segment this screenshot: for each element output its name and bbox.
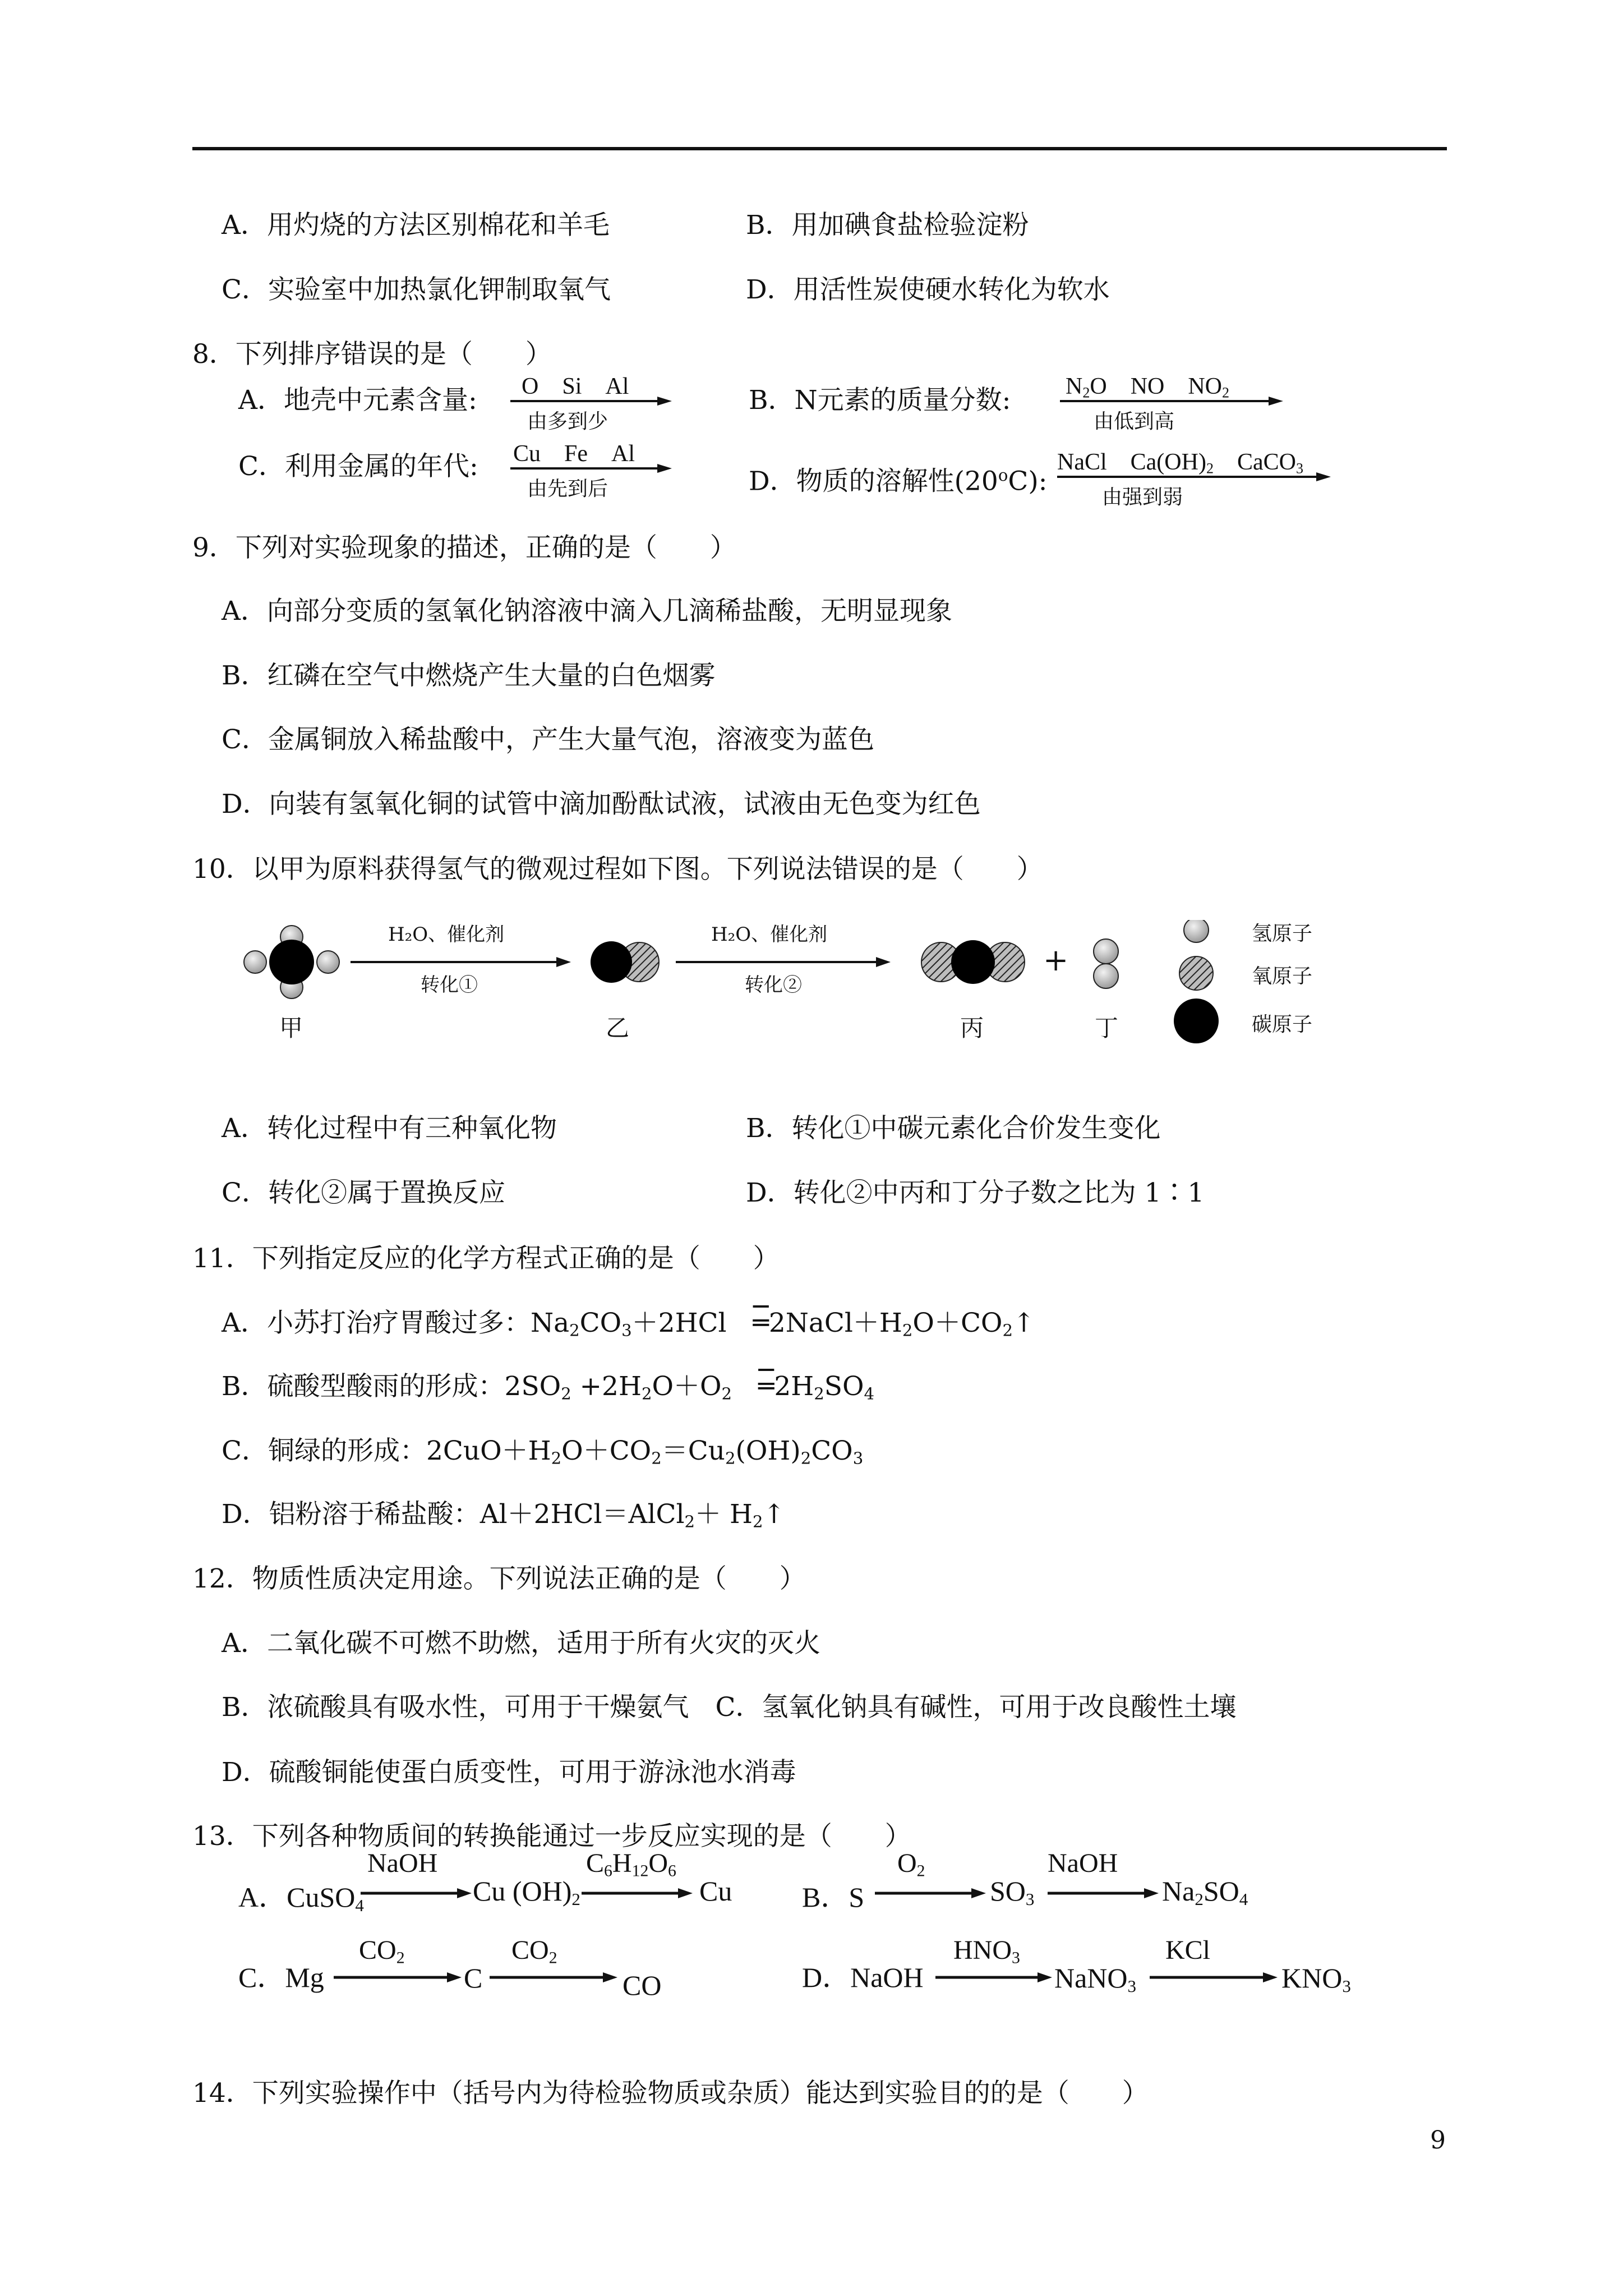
q13-b-end: $Na_2SO_4$ <box>1162 1875 1248 1909</box>
q13-d-reagent-2: KCl <box>1165 1935 1211 1965</box>
q13-option-b-chain <box>802 1848 1419 1935</box>
legend-carbon-symbol <box>1174 999 1219 1043</box>
label-ding: 丁 <box>1095 1014 1119 1042</box>
legend-symbols <box>1174 920 1219 1043</box>
q8-b-sequence-bottom: 由低到高 <box>1094 410 1175 433</box>
q13-b-middle: $SO_3$ <box>990 1875 1035 1909</box>
q8-c-sequence-bottom: 由先到后 <box>527 477 608 500</box>
q13-c-end: CO <box>623 1970 662 2001</box>
legend-oxygen-label: 氧原子 <box>1252 965 1313 988</box>
methane-molecule <box>244 926 339 999</box>
q9-stem: 9．下列对实验现象的描述，正确的是（ ） <box>192 532 736 563</box>
q8-a-sequence-bottom: 由多到少 <box>527 410 608 433</box>
q13-d-reagent-1: $HNO_3$ <box>953 1935 1020 1967</box>
q13-c-reagent-2: $CO_2$ <box>511 1935 557 1967</box>
q7-option-b: B．用加碘食盐检验淀粉 <box>746 210 1029 241</box>
q13-a-reagent-1: NaOH <box>367 1848 438 1878</box>
arrow-icon <box>334 1972 463 1983</box>
q14-stem: 14．下列实验操作中（括号内为待检验物质或杂质）能达到实验目的的是（ ） <box>192 2078 1149 2109</box>
arrow-icon <box>510 395 673 407</box>
plus-sign: + <box>1043 942 1069 978</box>
q13-d-start: D．NaOH <box>802 1962 924 1993</box>
legend-hydrogen-label: 氢原子 <box>1252 922 1313 945</box>
q8-option-c-sequence <box>510 435 673 502</box>
q11-option-c: C．铜绿的形成：$2CuO+H_2O+CO_2=Cu_2(OH)_2CO_3$ <box>222 1435 864 1468</box>
q8-b-sequence-top: $N_2O$ NO $NO_2$ <box>1066 374 1230 401</box>
q13-c-start: C．Mg <box>238 1962 324 1993</box>
q10-stem: 10．以甲为原料获得氢气的微观过程如下图。下列说法错误的是（ ） <box>192 854 1043 885</box>
q13-c-middle: C <box>464 1962 483 1994</box>
q8-option-a-sequence <box>510 367 673 435</box>
label-jia: 甲 <box>279 1014 303 1042</box>
arrow-icon <box>1150 1972 1279 1983</box>
arrow-icon <box>490 1972 619 1983</box>
arrow-icon <box>1048 1888 1160 1899</box>
q9-option-a: A．向部分变质的氢氧化钠溶液中滴入几滴稀盐酸，无明显现象 <box>222 596 952 627</box>
q11-option-b: B．硫酸型酸雨的形成：$2SO_2 +2H_2O+O_2$ $═2H_2SO_4$ <box>222 1371 875 1404</box>
q7-option-a: A．用灼烧的方法区别棉花和羊毛 <box>222 210 610 241</box>
q13-a-reagent-2: $C_6H_{12}O_6$ <box>586 1848 676 1880</box>
q11-option-a: A．小苏打治疗胃酸过多：$Na_2CO_3+2HCl$ $═2NaCl+H_2O+CO_2↑$ <box>222 1308 1035 1340</box>
q8-option-d-sequence <box>1057 443 1332 510</box>
conversion-2-label: 转化② <box>745 974 802 996</box>
q8-d-sequence-top: NaCl $Ca(OH)_2$ CaCO$_3$ <box>1057 449 1303 477</box>
q8-option-c-label: C．利用金属的年代: <box>238 451 478 482</box>
q11-stem: 11．下列指定反应的化学方程式正确的是（ ） <box>192 1243 780 1274</box>
q13-c-reagent-1: $CO_2$ <box>359 1935 405 1967</box>
q13-option-c-chain <box>238 1935 743 2022</box>
q13-b-start: B．S <box>802 1881 865 1913</box>
q8-option-d-label: D．物质的溶解性(20$^o$C): <box>749 466 1048 497</box>
q12-option-d: D．硫酸铜能使蛋白质变性，可用于游泳池水消毒 <box>222 1757 796 1788</box>
q8-a-sequence-top: O Si Al <box>522 374 629 399</box>
q10-option-d: D．转化②中丙和丁分子数之比为 1∶1 <box>746 1177 1205 1208</box>
carbon-monoxide-molecule <box>591 941 659 983</box>
q13-b-reagent-1: $O_2$ <box>897 1848 925 1880</box>
q8-option-b-label: B．N元素的质量分数: <box>749 385 1011 416</box>
q8-option-b-sequence <box>1060 367 1284 435</box>
q9-option-b: B．红磷在空气中燃烧产生大量的白色烟雾 <box>222 660 716 691</box>
q12-option-a: A．二氧化碳不可燃不助燃，适用于所有火灾的灭火 <box>222 1628 820 1659</box>
arrow-icon <box>361 1888 473 1899</box>
q9-option-c: C．金属铜放入稀盐酸中，产生大量气泡，溶液变为蓝色 <box>222 724 874 755</box>
q7-option-d: D．用活性炭使硬水转化为软水 <box>746 274 1110 305</box>
q13-a-middle: Cu $(OH)_2$ <box>473 1875 580 1909</box>
carbon-dioxide-molecule <box>921 940 1025 984</box>
header-rule <box>192 147 1447 150</box>
q13-option-a-chain <box>238 1848 743 1935</box>
label-bing: 丙 <box>960 1014 984 1042</box>
conversion-1-label: 转化① <box>421 974 478 996</box>
conversion-1-conditions: H₂O、催化剂 <box>388 923 505 946</box>
q13-b-reagent-2: NaOH <box>1048 1848 1118 1878</box>
q12-option-bc: B．浓硫酸具有吸水性，可用于干燥氨气 C．氢氧化钠具有碱性，可用于改良酸性土壤 <box>222 1692 1237 1723</box>
q13-a-end: Cu <box>699 1875 732 1907</box>
legend-oxygen-symbol <box>1179 956 1213 990</box>
conversion-2-conditions: H₂O、催化剂 <box>711 923 828 946</box>
q13-d-middle: NaNO$_3$ <box>1054 1962 1137 1996</box>
arrow-icon <box>935 1972 1053 1983</box>
q10-option-c: C．转化②属于置换反应 <box>222 1177 505 1208</box>
q8-c-sequence-top: Cu Fe Al <box>513 441 635 467</box>
arrow-icon <box>1057 471 1332 482</box>
q12-stem: 12．物质性质决定用途。下列说法正确的是（ ） <box>192 1563 806 1594</box>
label-yi: 乙 <box>606 1014 630 1042</box>
page-number: 9 <box>1430 2126 1446 2155</box>
q13-stem: 13．下列各种物质间的转换能通过一步反应实现的是（ ） <box>192 1821 911 1852</box>
molecule-reaction-diagram <box>224 920 1391 1049</box>
q10-option-b: B．转化①中碳元素化合价发生变化 <box>746 1113 1161 1144</box>
q13-option-d-chain <box>802 1935 1419 2022</box>
arrow-icon <box>875 1888 987 1899</box>
legend-carbon-label: 碳原子 <box>1252 1013 1313 1036</box>
q13-d-end: $KNO_3$ <box>1281 1962 1351 1996</box>
q8-d-sequence-bottom: 由强到弱 <box>1102 486 1183 509</box>
arrow-icon <box>582 1888 694 1899</box>
q10-option-a: A．转化过程中有三种氧化物 <box>222 1113 557 1144</box>
arrow-icon <box>510 463 673 474</box>
q9-option-d: D．向装有氢氧化铜的试管中滴加酚酞试液，试液由无色变为红色 <box>222 789 981 820</box>
q11-option-d: D．铝粉溶于稀盐酸：Al＋2HCl＝AlCl$_2$＋ $H_2↑$ <box>222 1499 785 1531</box>
hydrogen-molecule <box>1094 939 1118 988</box>
q8-option-a-label: A．地壳中元素含量: <box>238 385 477 416</box>
legend-hydrogen-symbol <box>1184 920 1209 942</box>
q13-a-start: A．CuSO$_4$ <box>238 1881 364 1915</box>
arrow-icon <box>1060 395 1284 407</box>
q7-option-c: C．实验室中加热氯化钾制取氧气 <box>222 274 611 305</box>
q8-stem: 8．下列排序错误的是（ ） <box>192 339 552 370</box>
